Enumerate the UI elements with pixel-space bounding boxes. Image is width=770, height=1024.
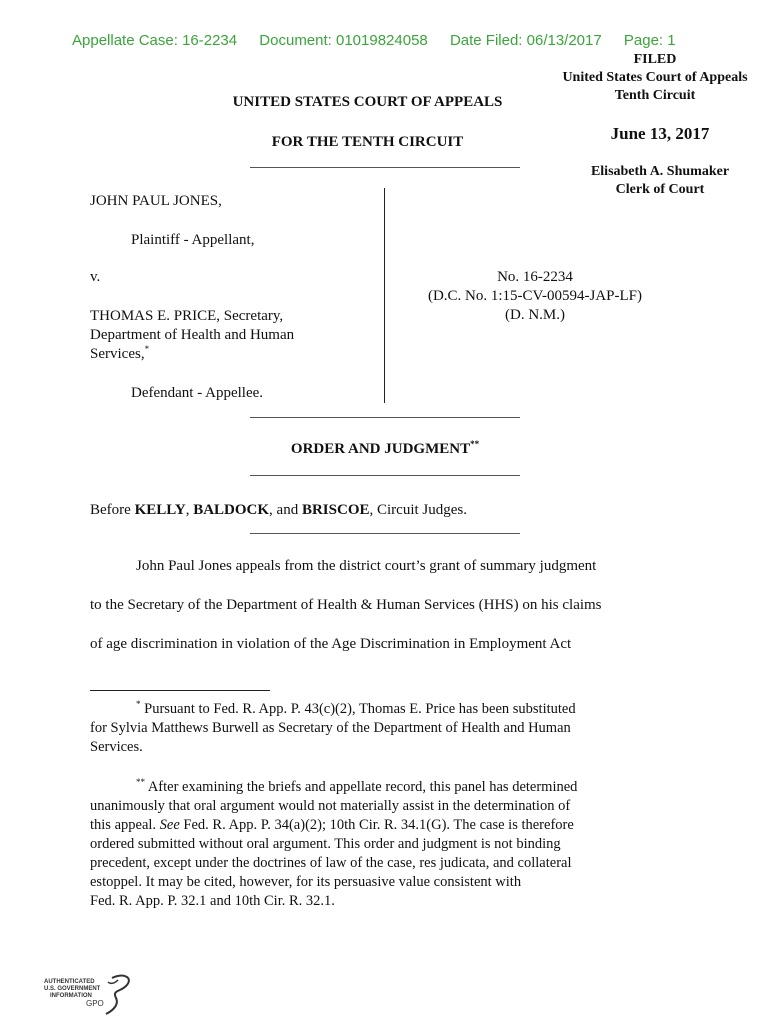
defendant-line: THOMAS E. PRICE, Secretary, xyxy=(90,308,284,324)
clerk-block xyxy=(550,163,770,199)
gpo-eagle-icon xyxy=(42,970,137,1018)
body-line: of age discrimination in violation of the Age Discrimination in Employment Act xyxy=(90,636,572,652)
body-line: to the Secretary of the Department of Health & Human Services (HHS) on his claims xyxy=(90,597,602,613)
gpo-text: GPO xyxy=(86,999,104,1008)
court-title: UNITED STATES COURT OF APPEALS xyxy=(232,94,503,110)
filed-label: FILED xyxy=(633,52,677,67)
order-title: ORDER AND JUDGMENT** xyxy=(290,439,480,457)
plaintiff-name: JOHN PAUL JONES, xyxy=(90,193,222,209)
footnote-marker[interactable]: ** xyxy=(470,439,480,449)
case-numbers xyxy=(405,268,665,325)
date-filed: Date Filed: 06/13/2017 xyxy=(449,32,602,49)
plaintiff-role: Plaintiff - Appellant, xyxy=(131,232,255,248)
defendant-line: Services,* xyxy=(90,344,150,362)
page-number: Page: 1 xyxy=(623,32,676,49)
document-number: Document: 01019824058 xyxy=(259,32,428,49)
filed-stamp xyxy=(540,51,770,105)
footnote-marker: ** xyxy=(136,777,145,788)
versus: v. xyxy=(90,269,101,285)
footnote-1: * Pursuant to Fed. R. App. P. 43(c)(2), Thomas E. Price has been substituted for Sylvia Matthews Burwell as Secretary of the Department of Health and Human Services. xyxy=(90,699,576,755)
clerk-title: Clerk of Court xyxy=(615,182,705,197)
case-number: Appellate Case: 16-2234 xyxy=(72,32,238,49)
defendant-name xyxy=(90,307,370,364)
judge-name: KELLY xyxy=(134,502,186,518)
filed-date: June 13, 2017 xyxy=(610,124,710,143)
clerk-name: Elisabeth A. Shumaker xyxy=(590,164,730,179)
divider xyxy=(250,475,520,476)
gpo-authenticated-logo xyxy=(42,970,137,1018)
footnote-2: ** After examining the briefs and appellate record, this panel has determined unanimously that oral argument would not materially assist in the determination of this appeal. See Fed. R. App. P. 34(a)(2); 10th Cir. R. 34.1(G). The case is therefore ordered submitted without oral argument. This order and judgment is not binding precedent, except under the doctrines of law of the case, res judicata, and collateral estoppel. It may be cited, however, for its persuasive value consistent with Fed. R. App. P. 32.1 and 10th Cir. R. 32.1. xyxy=(90,777,578,909)
document-header xyxy=(72,32,694,49)
dc-no: (D.C. No. 1:15-CV-00594-JAP-LF) xyxy=(427,288,643,304)
footnote-marker[interactable]: * xyxy=(144,344,150,354)
caption-divider xyxy=(384,188,385,403)
judge-name: BALDOCK xyxy=(193,502,270,518)
district: (D. N.M.) xyxy=(505,307,565,323)
stamp-court: United States Court of Appeals xyxy=(562,70,748,85)
divider xyxy=(250,533,520,534)
footnote-divider xyxy=(90,690,270,691)
divider xyxy=(250,167,520,168)
case-no: No. 16-2234 xyxy=(497,269,573,285)
judge-name: BRISCOE xyxy=(301,502,370,518)
defendant-role: Defendant - Appellee. xyxy=(131,385,264,401)
body-line: John Paul Jones appeals from the district court’s grant of summary judgment xyxy=(136,558,597,574)
panel-line: Before KELLY, BALDOCK, and BRISCOE, Circuit Judges. xyxy=(90,502,467,518)
court-circuit: FOR THE TENTH CIRCUIT xyxy=(271,134,464,150)
gpo-text: INFORMATION xyxy=(50,993,92,999)
gpo-text: AUTHENTICATED xyxy=(44,979,95,985)
divider xyxy=(250,417,520,418)
gpo-text: U.S. GOVERNMENT xyxy=(44,986,101,992)
defendant-line: Department of Health and Human xyxy=(90,327,295,343)
stamp-circuit: Tenth Circuit xyxy=(614,88,696,103)
footnote-marker: * xyxy=(136,699,141,710)
citation-signal: See xyxy=(159,817,180,833)
